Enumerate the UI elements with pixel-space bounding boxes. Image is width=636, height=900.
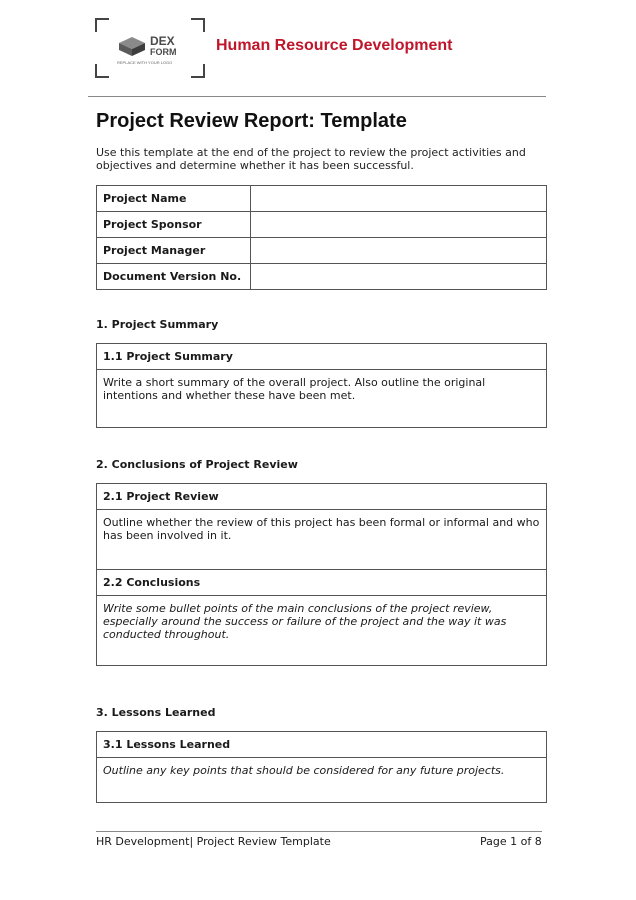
table-row [97,186,547,212]
logo-frame-corner [95,18,109,32]
subsection-title: 3.1 Lessons Learned [97,732,546,758]
logo-frame-corner [191,64,205,78]
section-heading-project-summary: 1. Project Summary [96,318,219,331]
project-sponsor-value[interactable] [251,212,547,238]
project-name-value[interactable] [251,186,547,212]
logo-frame-corner [95,64,109,78]
project-info-table [96,185,547,290]
subsection-title: 2.1 Project Review [97,484,546,510]
subsection-body[interactable]: Write a short summary of the overall project. Also outline the original intentions and whether these have been met. [103,376,486,402]
footer-page-number: Page 1 of 8 [480,835,542,848]
project-manager-label: Project Manager [97,238,251,264]
project-sponsor-label: Project Sponsor [97,212,251,238]
document-version-label: Document Version No. [97,264,251,290]
document-intro: Use this template at the end of the project to review the project activities and objectives and determine whether it has been successful. [96,146,526,172]
subsection-title: 1.1 Project Summary [97,344,546,370]
table-row [97,238,547,264]
table-row [97,264,547,290]
header-divider [88,96,546,97]
footer-document-name: HR Development| Project Review Template [96,835,331,848]
company-logo [95,18,205,78]
subsection-body[interactable]: Outline whether the review of this project has been formal or informal and who has been involved in it. [103,516,540,542]
box-logo-icon [117,35,147,57]
logo-text-form: FORM [150,47,177,57]
logo-tagline: REPLACE WITH YOUR LOGO [117,60,173,65]
subsection-title: 2.2 Conclusions [97,569,546,596]
conclusions-box [96,483,547,666]
project-name-label: Project Name [97,186,251,212]
document-version-value[interactable] [251,264,547,290]
logo-text-dex: DEX [150,34,175,48]
table-row [97,212,547,238]
project-manager-value[interactable] [251,238,547,264]
footer-divider [96,831,542,832]
section-heading-lessons-learned: 3. Lessons Learned [96,706,216,719]
section-heading-conclusions: 2. Conclusions of Project Review [96,458,298,471]
subsection-body[interactable]: Write some bullet points of the main conclusions of the project review, especially around the success or failure of the project and the way it was conducted throughout. [103,602,507,641]
lessons-learned-box [96,731,547,803]
project-summary-box [96,343,547,428]
logo-frame-corner [191,18,205,32]
subsection-body[interactable]: Outline any key points that should be considered for any future projects. [103,764,505,777]
organization-name: Human Resource Development [216,37,453,54]
document-title: Project Review Report: Template [96,110,407,132]
